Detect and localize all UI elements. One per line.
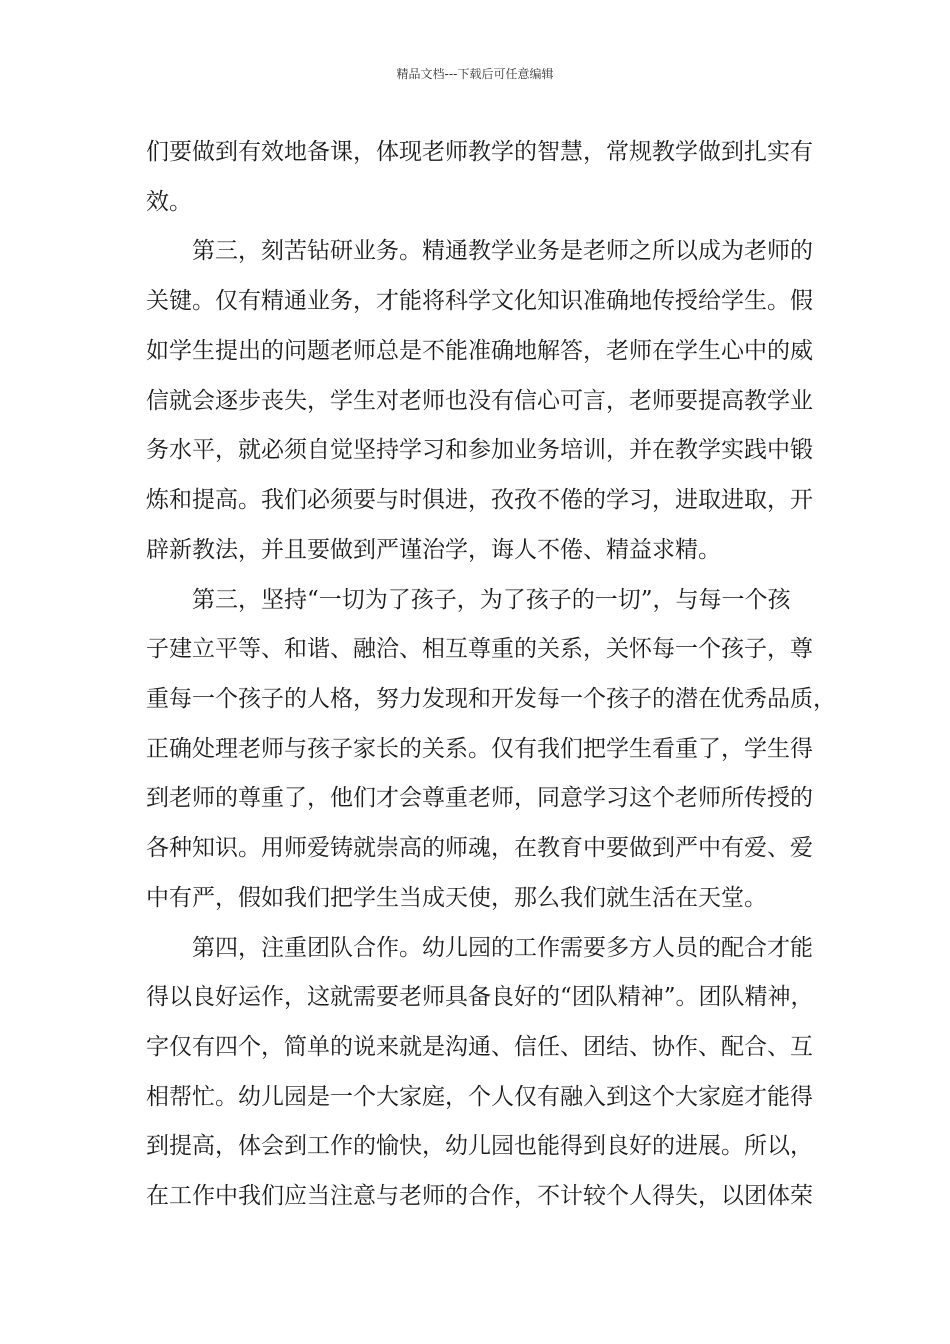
page-header: 精品文档---下载后可任意编辑 — [396, 67, 554, 81]
body-text-line: 效。 — [146, 189, 192, 215]
body-text-line: 正确处理老师与孩子家长的关系。仅有我们把学生看重了，学生得 — [146, 736, 813, 762]
body-text-line: 相帮忙。幼儿园是一个大家庭，个人仅有融入到这个大家庭才能得 — [146, 1084, 813, 1110]
paragraph-first-line: 第三，坚持“一切为了孩子，为了孩子的一切”，与每一个孩 — [192, 587, 791, 613]
body-text-line: 得以良好运作，这就需要老师具备良好的“团队精神”。团队精神， — [146, 984, 814, 1010]
body-text-line: 务水平，就必须自觉坚持学习和参加业务培训，并在教学实践中锻 — [146, 437, 813, 463]
body-text-line: 辟新教法，并且要做到严谨治学，诲人不倦、精益求精。 — [146, 537, 721, 563]
body-text-line: 们要做到有效地备课，体现老师教学的智慧，常规教学做到扎实有 — [146, 139, 813, 165]
body-text-line: 字仅有四个，简单的说来就是沟通、信任、团结、协作、配合、互 — [146, 1034, 813, 1060]
body-text-line: 到提高，体会到工作的愉快，幼儿园也能得到良好的进展。所以， — [146, 1133, 813, 1159]
body-text-line: 信就会逐步丧失，学生对老师也没有信心可言，老师要提高教学业 — [146, 388, 813, 414]
body-text-line: 各种知识。用师爱铸就崇高的师魂，在教育中要做到严中有爱、爱 — [146, 835, 813, 861]
body-text-line: 子建立平等、和谐、融洽、相互尊重的关系，关怀每一个孩子，尊 — [146, 636, 813, 662]
body-text-line: 到老师的尊重了，他们才会尊重老师，同意学习这个老师所传授的 — [146, 785, 813, 811]
body-text-line: 关键。仅有精通业务，才能将科学文化知识准确地传授给学生。假 — [146, 288, 813, 314]
body-text-line: 中有严，假如我们把学生当成天使，那么我们就生活在天堂。 — [146, 885, 767, 911]
body-text-line: 在工作中我们应当注意与老师的合作，不计较个人得失，以团体荣 — [146, 1183, 813, 1209]
paragraph-first-line: 第四，注重团队合作。幼儿园的工作需要多方人员的配合才能 — [192, 935, 813, 961]
body-text-line: 如学生提出的问题老师总是不能准确地解答，老师在学生心中的威 — [146, 338, 813, 364]
paragraph-first-line: 第三，刻苦钻研业务。精通教学业务是老师之所以成为老师的 — [192, 238, 813, 264]
body-text-line: 炼和提高。我们必须要与时俱进，孜孜不倦的学习，进取进取，开 — [146, 487, 813, 513]
body-text-line: 重每一个孩子的人格，努力发现和开发每一个孩子的潜在优秀品质， — [146, 686, 836, 712]
